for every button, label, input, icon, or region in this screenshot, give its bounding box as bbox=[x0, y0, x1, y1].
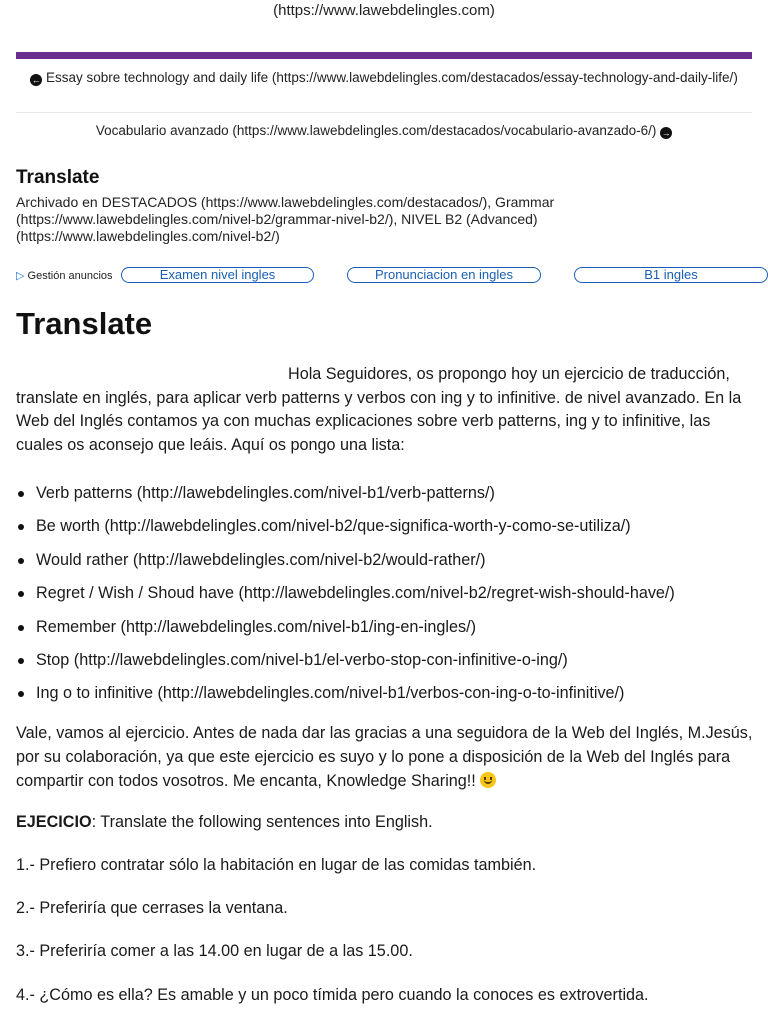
site-url[interactable]: (https://www.lawebdelingles.com) bbox=[273, 2, 495, 19]
ad-choices-icon: ▷ bbox=[16, 270, 25, 282]
circle-arrow-left-icon: ← bbox=[31, 75, 41, 85]
exercise-instruction: : Translate the following sentences into English. bbox=[91, 813, 433, 831]
thanks-paragraph bbox=[16, 721, 761, 793]
exercise-question-3: 3.- Preferiría comer a las 14.00 en lugar de a las 15.00. bbox=[16, 942, 413, 960]
ad-link-b1[interactable]: B1 ingles bbox=[574, 267, 768, 283]
list-item[interactable]: Regret / Wish / Shoud have (http://lawebdelingles.com/nivel-b2/regret-wish-should-have/) bbox=[16, 581, 756, 614]
exercise-heading bbox=[16, 813, 433, 832]
article-title: Translate bbox=[16, 306, 153, 341]
intro-text: Hola Seguidores, os propongo hoy un ejercicio de traducción, translate en inglés, para aplicar verb patterns y verbos con ing y to infinitive. de nivel avanzado. En la Web del Inglés contamos ya con muchas explicaciones sobre verb patterns, ing y to infinitive, las cuales os aconsejo que leáis. Aquí os pongo una lista: bbox=[16, 365, 742, 454]
list-item[interactable]: Stop (http://lawebdelingles.com/nivel-b1/el-verbo-stop-con-infinitive-o-ing/) bbox=[16, 648, 756, 681]
next-post-text: Vocabulario avanzado (https://www.lawebdelingles.com/destacados/vocabulario-avanzado-6/) bbox=[95, 123, 657, 138]
ad-link-pronunciacion[interactable]: Pronunciacion en ingles bbox=[347, 267, 541, 283]
nav-divider bbox=[16, 112, 752, 113]
ad-links-bar bbox=[16, 266, 768, 286]
exercise-question-4: 4.- ¿Cómo es ella? Es amable y un poco tímida pero cuando la conoces es extrovertida. bbox=[16, 986, 649, 1004]
list-item[interactable]: Remember (http://lawebdelingles.com/nivel-b1/ing-en-ingles/) bbox=[16, 615, 756, 648]
list-item[interactable]: Be worth (http://lawebdelingles.com/nivel-b2/que-significa-worth-y-como-se-utiliza/) bbox=[16, 514, 756, 547]
exercise-question-1: 1.- Prefiero contratar sólo la habitación en lugar de las comidas también. bbox=[16, 856, 537, 874]
ads-label: Gestión anuncios bbox=[27, 270, 113, 282]
exercise-question-2: 2.- Preferiría que cerrases la ventana. bbox=[16, 899, 288, 917]
previous-post-link[interactable] bbox=[30, 69, 738, 86]
previous-post-text: Essay sobre technology and daily life (https://www.lawebdelingles.com/destacados/essay-technology-and-daily-life/) bbox=[45, 70, 738, 85]
ad-link-examen[interactable]: Examen nivel ingles bbox=[121, 267, 314, 283]
circle-arrow-right-icon: → bbox=[661, 128, 671, 138]
list-item[interactable]: Would rather (http://lawebdelingles.com/nivel-b2/would-rather/) bbox=[16, 548, 756, 581]
thanks-text: Vale, vamos al ejercicio. Antes de nada dar las gracias a una seguidora de la Web del Inglés, M.Jesús, por su colaboración, ya que este ejercicio es suyo y lo pone a disposición de la Web del Inglés para compartir con todos vosotros. Me encanta, Knowledge Sharing!! bbox=[16, 724, 753, 790]
archived-categories[interactable]: Archivado en DESTACADOS (https://www.lawebdelingles.com/destacados/), Grammar (https://www.lawebdelingles.com/nivel-b2/grammar-nivel-b2/), NIVEL B2 (Advanced) (https://www.lawebdelingles.com/nivel-b2/) bbox=[16, 194, 555, 244]
article-intro bbox=[16, 363, 754, 457]
next-post-link[interactable] bbox=[16, 123, 752, 139]
grammar-links-list bbox=[16, 481, 756, 715]
list-item[interactable]: Ing o to infinitive (http://lawebdelingles.com/nivel-b1/verbos-con-ing-o-to-infinitive/) bbox=[16, 681, 756, 714]
accent-divider bbox=[16, 52, 752, 59]
ads-management[interactable] bbox=[16, 269, 113, 282]
post-title-small: Translate bbox=[16, 167, 100, 188]
smiley-face-icon bbox=[480, 772, 496, 788]
exercise-label: EJECICIO bbox=[16, 813, 92, 831]
list-item[interactable]: Verb patterns (http://lawebdelingles.com/nivel-b1/verb-patterns/) bbox=[16, 481, 756, 514]
